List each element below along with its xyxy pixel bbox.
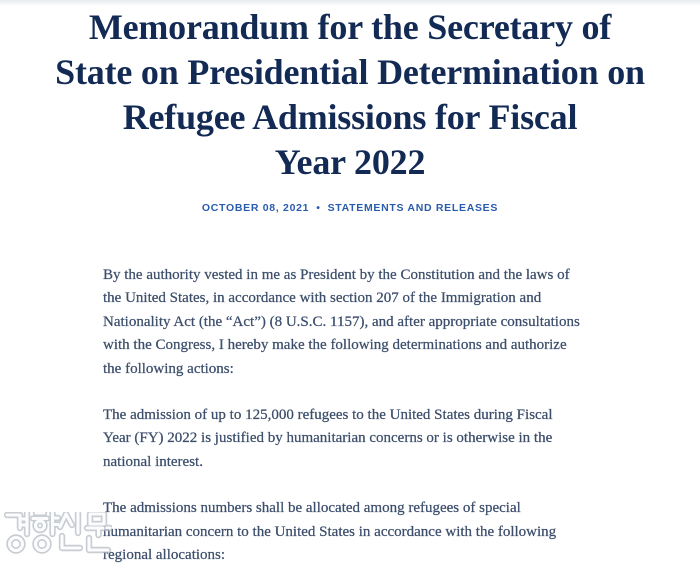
page-title: Memorandum for the Secretary of State on Presidential Determination on Refugee Admissions for Fiscal Year 2022: [55, 7, 645, 182]
paragraph-admission-number: The admission of up to 125,000 refugees to the United States during Fiscal Year (FY) 2022 is justified by humanitarian concerns or is otherwise in the national interest.: [103, 407, 553, 470]
paragraph-authority: By the authority vested in me as President by the Constitution and the laws of the United States, in accordance with section 207 of the Immigration and Nationality Act (the “Act”) (8 U.S.C. 1157), and after appropriate consultations with the Congress, I hereby make the following determinations and authorize the following actions:: [103, 267, 580, 377]
article-meta: [0, 202, 700, 214]
article-body: [103, 264, 648, 566]
meta-separator: •: [316, 202, 321, 214]
kyunghyang-logo-icon: [4, 512, 112, 554]
category-link[interactable]: STATEMENTS AND RELEASES: [327, 202, 499, 214]
kyunghyang-watermark: [4, 512, 112, 554]
publish-date: OCTOBER 08, 2021: [201, 202, 310, 214]
paragraph-allocations: The admissions numbers shall be allocated among refugees of special humanitarian concern to the United States in accordance with the following regional allocations:: [103, 500, 557, 564]
